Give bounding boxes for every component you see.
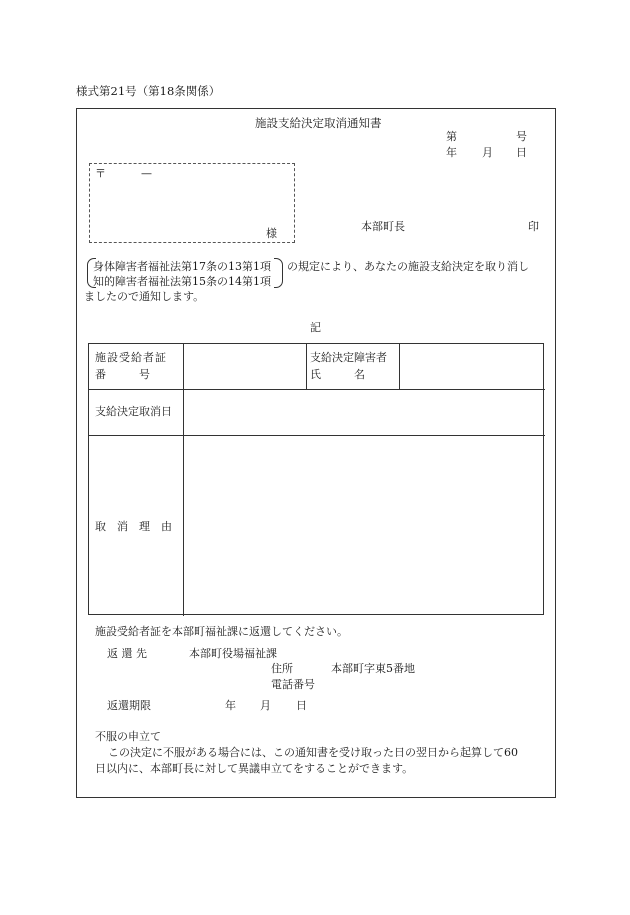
deadline-day: 日 [296, 699, 307, 712]
issuer-name: 本部町長 [361, 220, 405, 233]
deadline-year: 年 [225, 699, 236, 712]
holder-name-label-2: 氏 名 [310, 368, 365, 381]
body-text-line-1: の規定により、あなたの施設支給決定を取り消し [287, 260, 529, 273]
cancel-reason-label: 取 消 理 由 [95, 520, 172, 533]
date-day: 日 [516, 146, 527, 159]
return-to-office: 本部町役場福祉課 [189, 647, 277, 660]
office-address: 本部町字東5番地 [331, 662, 415, 675]
cancel-date-label: 支給決定取消日 [95, 405, 172, 418]
doc-number-prefix: 第 [446, 130, 457, 143]
ki-heading: 記 [310, 321, 321, 334]
table-column-divider [399, 344, 400, 389]
table-column-divider [183, 344, 184, 616]
table-column-divider [306, 344, 307, 389]
table-row-divider [89, 435, 545, 436]
body-text-line-2: ましたので通知します。 [84, 290, 205, 303]
law-reference-2: 知的障害者福祉法第15条の14第1項 [93, 275, 271, 288]
doc-number-suffix: 号 [516, 130, 527, 143]
return-instruction: 施設受給者証を本部町福祉課に返還してください。 [95, 625, 348, 638]
details-table [88, 343, 544, 615]
appeal-heading: 不服の申立て [95, 730, 161, 743]
seal-mark: 印 [528, 220, 539, 233]
postal-dash: — [141, 167, 152, 180]
deadline-label: 返還期限 [107, 699, 151, 712]
form-number: 様式第21号（第18条関係） [76, 84, 221, 98]
document-title: 施設支給決定取消通知書 [255, 116, 382, 130]
holder-name-label-1: 支給決定障害者 [310, 351, 387, 364]
postal-mark: 〒 [95, 167, 106, 180]
addressee-honorific: 様 [266, 227, 277, 240]
table-row-divider [89, 389, 545, 390]
return-to-label: 返 還 先 [107, 647, 147, 660]
date-month: 月 [482, 146, 493, 159]
cert-number-label-1: 施設受給者証 [95, 351, 167, 364]
deadline-month: 月 [260, 699, 271, 712]
cert-number-label-2: 番 号 [95, 368, 150, 381]
phone-label: 電話番号 [271, 678, 315, 691]
address-label: 住所 [271, 662, 293, 675]
appeal-text-line-1: この決定に不服がある場合には、この通知書を受け取った日の翌日から起算して60 [108, 746, 518, 759]
address-box [89, 163, 295, 243]
appeal-text-line-2: 日以内に、本部町長に対して異議申立てをすることができます。 [95, 762, 414, 775]
date-year: 年 [446, 146, 457, 159]
law-reference-1: 身体障害者福祉法第17条の13第1項 [93, 260, 271, 273]
